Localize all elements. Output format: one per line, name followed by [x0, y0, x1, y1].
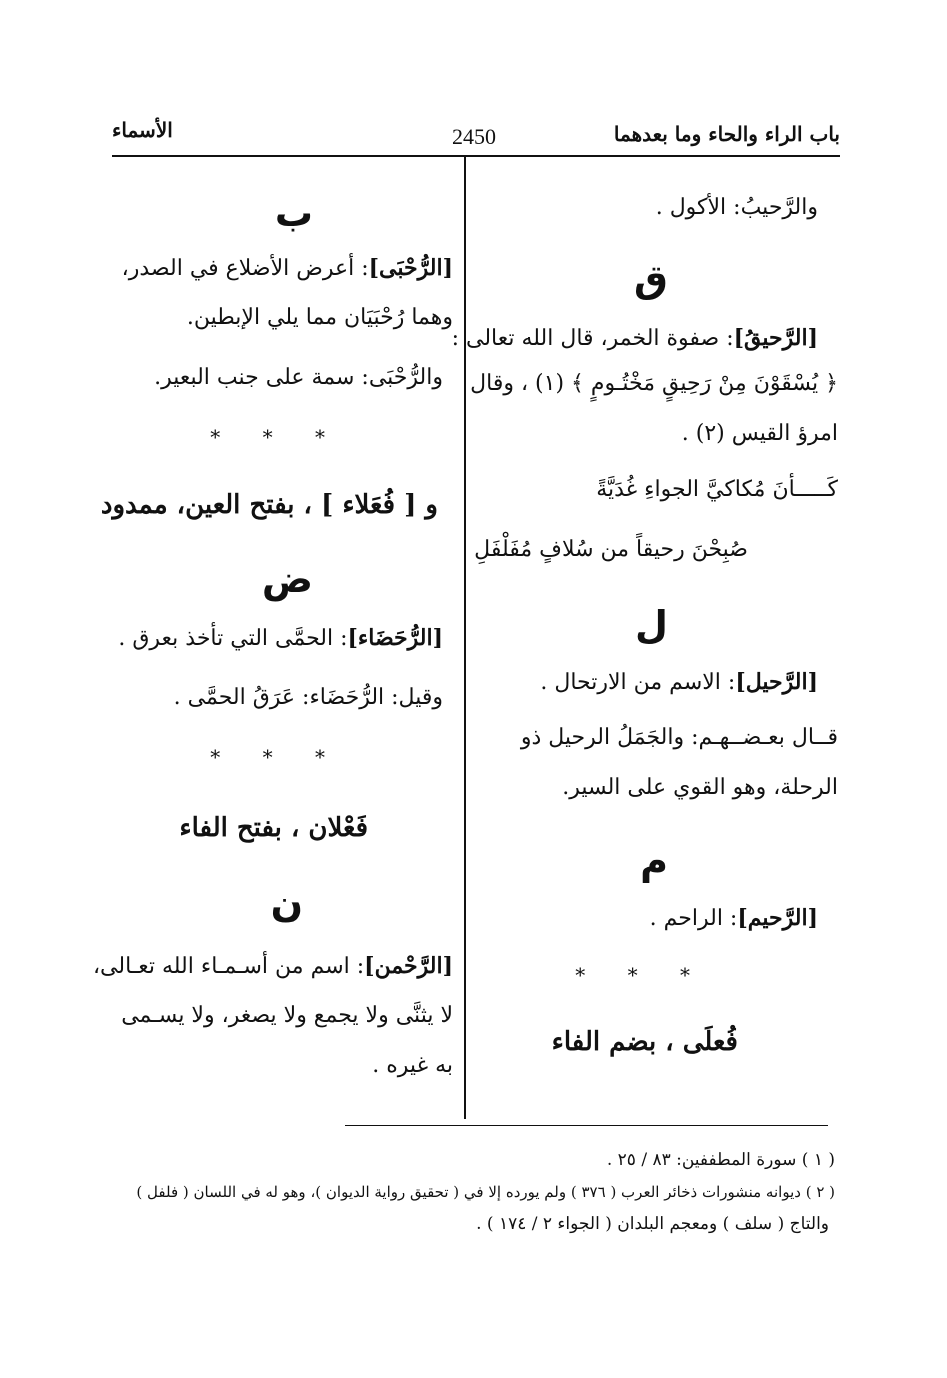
ruhba-line-3: والرُّحْبَى: سمة على جنب البعير. — [154, 365, 443, 390]
poet-attribution: امرؤ القيس (٢) . — [681, 421, 838, 446]
section-heading-fula: فُعلَى ، بضم الفاء — [551, 1027, 738, 1057]
headword-raheem: [الرَّحيم] — [737, 905, 818, 931]
footnote-2: ( ٢ ) ديوانه منشورات ذخائر العرب ( ٣٧٦ ) ولم يورده إلا في ( تحقيق رواية الديوان )، وهو له في اللسان ( فلفل ) — [136, 1183, 835, 1201]
headword-rahman: [الرَّحْمن] — [364, 953, 453, 979]
definition-raheeq: : صفوة الخمر، قال الله تعالى : — [451, 326, 734, 351]
headword-ruhadaa: [الرُّحَضَاء] — [347, 625, 443, 651]
entry-ruhba — [122, 255, 453, 282]
ruhadaa-line-2: وقيل: الرُّحَضَاء: عَرَقُ الحمَّى . — [173, 685, 443, 710]
definition-ruhadaa: : الحمَّى التي تأخذ بعرق . — [118, 626, 348, 651]
letter-heading-qaf: ق — [634, 257, 668, 301]
entry-ruhadaa — [118, 625, 443, 652]
headword-raheeq: [الرَّحيقُ] — [733, 325, 818, 351]
definition-ruhba: : أعرض الأضلاع في الصدر، — [121, 256, 369, 281]
section-separator: * * * — [210, 745, 343, 769]
verse-line-1: كَـــــأنَ مُكاكيَّ الجواءِ غُدَيَّةً — [596, 477, 838, 502]
letter-heading-lam: ل — [635, 603, 668, 647]
quote-line-1: قــال بعـضــهـم: والجَمَلُ الرحيل ذو — [520, 725, 838, 750]
section-separator: * * * — [575, 963, 708, 987]
verse-line-2: صُبِحْنَ رحيقاً من سُلافٍ مُفَلْفَلِ — [474, 537, 748, 562]
entry-raheem — [650, 905, 818, 932]
section-heading-fulaa: و [ فُعَلاء ] ، بفتح العين، ممدود — [100, 490, 438, 520]
quran-quote: ﴿ يُسْقَوْنَ مِنْ رَحِيقٍ مَخْتُـومٍ ﴾ (١) ، وقال — [470, 371, 838, 396]
letter-heading-mim: م — [640, 839, 668, 883]
definition-raheel: : الاسم من الارتحال . — [540, 670, 736, 695]
section-separator: * * * — [210, 425, 343, 449]
entry-raheel — [540, 669, 818, 696]
rahman-line-3: به غيره . — [372, 1053, 453, 1078]
footnote-1: ( ١ ) سورة المطففين: ٨٣ / ٢٥ . — [606, 1150, 835, 1170]
letter-heading-ba: ب — [274, 191, 313, 235]
chapter-title: باب الراء والحاء وما بعدهما — [613, 122, 840, 146]
quote-line-2: الرحلة، وهو القوي على السير. — [562, 775, 838, 800]
definition-rahman: : اسم من أسـمـاء الله تعـالى، — [92, 954, 365, 979]
rahman-line-2: لا يثنَّى ولا يجمع ولا يصغر، ولا يسـمى — [121, 1003, 453, 1028]
footnote-rule — [345, 1125, 828, 1126]
section-title: الأسماء — [112, 118, 173, 142]
letter-heading-dad: ض — [261, 557, 313, 601]
footnote-2-continued: والتاج ( سلف ) ومعجم البلدان ( الجواء ٢ / ١٧٤ ) . — [476, 1214, 829, 1234]
header-rule — [112, 155, 840, 157]
column-divider — [464, 157, 466, 1119]
definition-raheem: : الراحم . — [649, 906, 738, 931]
page-header — [112, 112, 840, 156]
headword-raheel: [الرَّحيل] — [735, 669, 818, 695]
ruhba-line-2: وهما رُحْبَيَان مما يلي الإبطين. — [186, 305, 453, 330]
letter-heading-nun: ن — [270, 881, 303, 925]
section-heading-falan: فَعْلان ، بفتح الفاء — [179, 813, 368, 843]
page-number: 2450 — [452, 124, 496, 149]
entry-rahman — [93, 953, 453, 980]
entry-raheeb: والرَّحيبُ: الأكول . — [655, 195, 818, 220]
entry-raheeq — [452, 325, 818, 352]
headword-ruhba: [الرُّحْبَى] — [368, 255, 453, 281]
